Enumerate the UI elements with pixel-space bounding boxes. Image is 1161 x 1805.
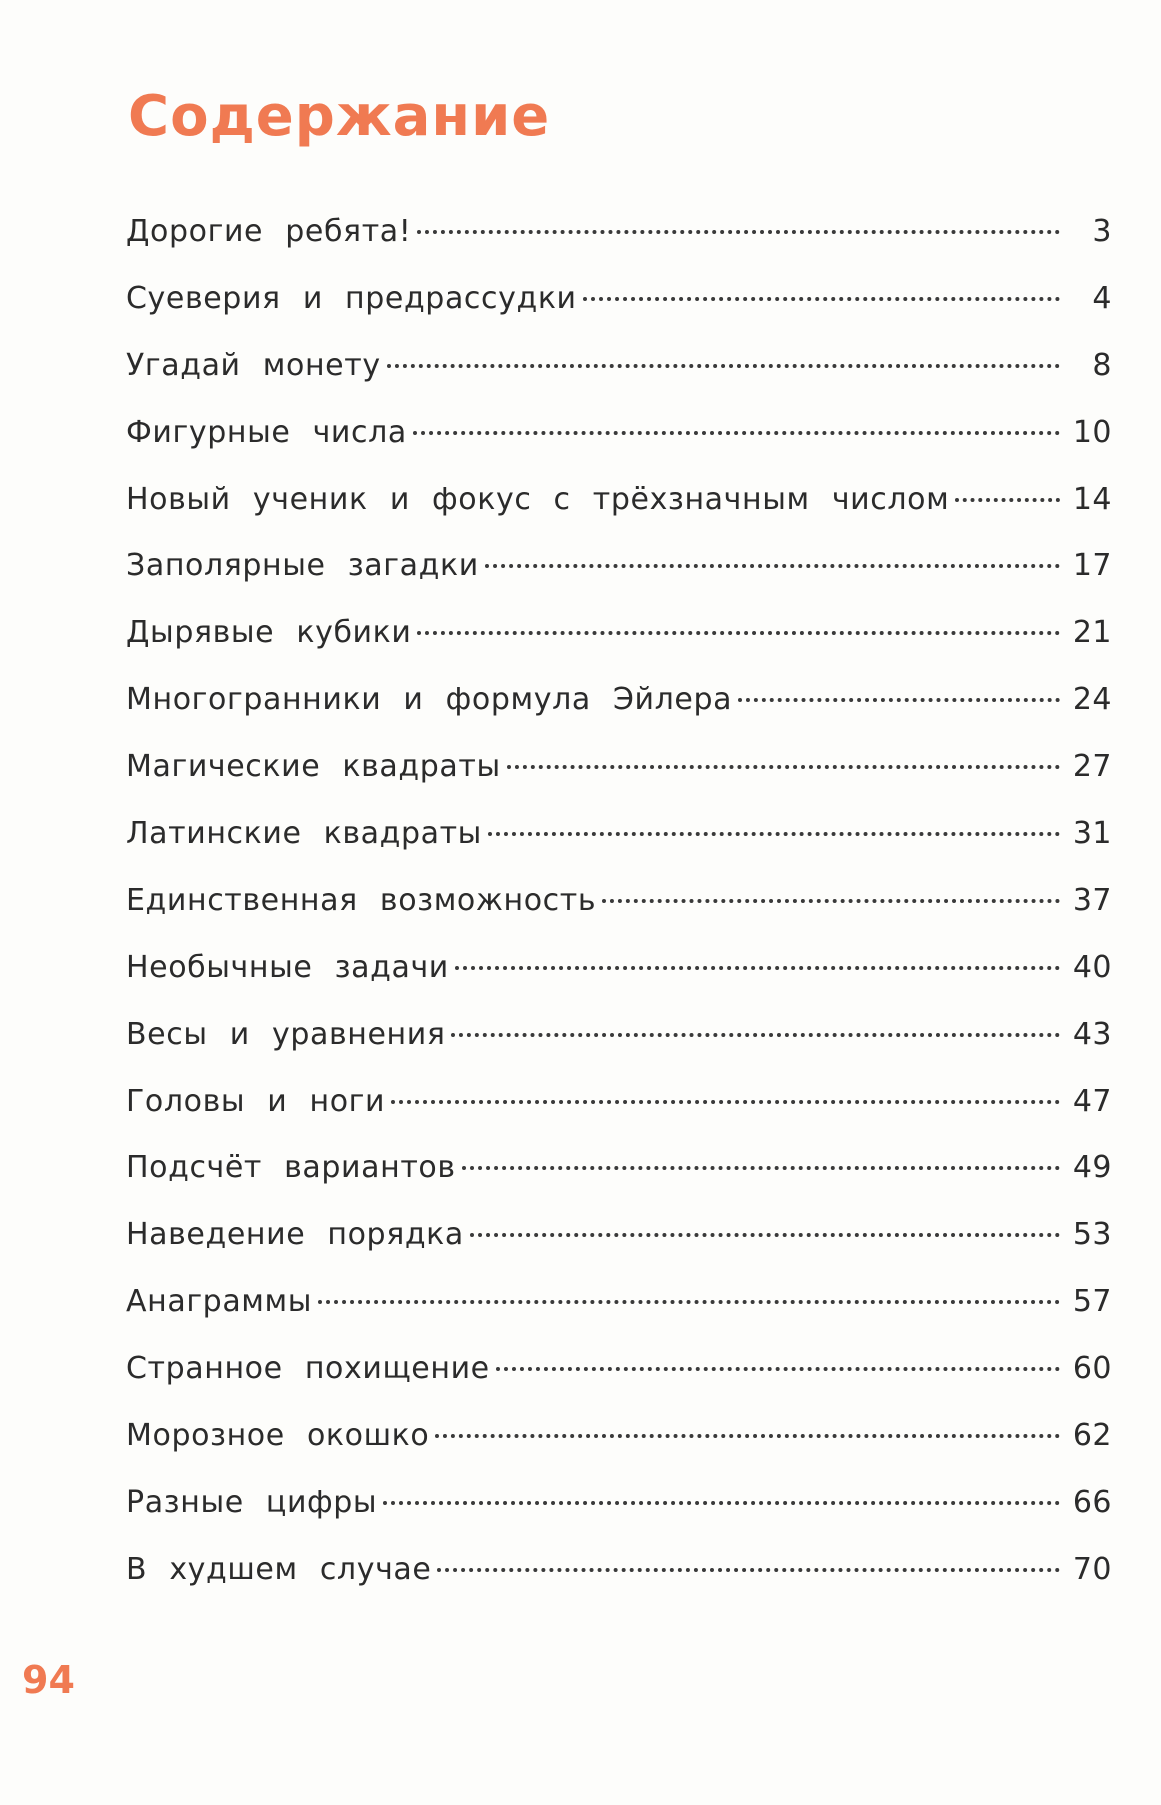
dot-leader bbox=[413, 431, 1060, 435]
toc-entry[interactable] bbox=[126, 1550, 1112, 1617]
toc-entry-title: Головы и ноги bbox=[126, 1083, 386, 1119]
toc-entry[interactable] bbox=[126, 881, 1112, 948]
dot-leader bbox=[417, 631, 1060, 635]
toc-entry[interactable] bbox=[126, 613, 1112, 680]
toc-entry[interactable] bbox=[126, 1282, 1112, 1349]
toc-entry-title: Дорогие ребята! bbox=[126, 214, 412, 249]
toc-entry[interactable] bbox=[126, 680, 1112, 747]
toc-entry[interactable] bbox=[126, 480, 1112, 547]
dot-leader bbox=[451, 1033, 1060, 1037]
toc-entry-page: 14 bbox=[1072, 481, 1112, 517]
dot-leader bbox=[455, 966, 1060, 970]
toc-entry-title: Необычные задачи bbox=[126, 949, 449, 985]
page-number: 94 bbox=[22, 1658, 75, 1702]
toc-entry-page: 43 bbox=[1072, 1016, 1112, 1052]
toc-entry[interactable] bbox=[126, 747, 1112, 814]
toc-entry-title: Новый ученик и фокус с трёхзначным числом bbox=[126, 481, 950, 517]
toc-entry-page: 70 bbox=[1072, 1551, 1112, 1587]
toc-entry-page: 27 bbox=[1072, 749, 1112, 785]
dot-leader bbox=[437, 1568, 1060, 1572]
toc-entry-page: 62 bbox=[1072, 1418, 1112, 1454]
toc-entry-page: 49 bbox=[1072, 1150, 1112, 1186]
page-title: Содержание bbox=[128, 84, 551, 149]
dot-leader bbox=[462, 1166, 1060, 1170]
toc-entry[interactable] bbox=[126, 1416, 1112, 1483]
toc-entry[interactable] bbox=[126, 948, 1112, 1015]
toc-entry-page: 57 bbox=[1072, 1284, 1112, 1320]
dot-leader bbox=[318, 1300, 1060, 1304]
toc-entry-title: Многогранники и формула Эйлера bbox=[126, 682, 733, 718]
dot-leader bbox=[602, 899, 1060, 903]
toc-entry[interactable] bbox=[126, 1349, 1112, 1416]
toc-entry-title: Весы и уравнения bbox=[126, 1016, 446, 1052]
dot-leader bbox=[485, 564, 1060, 568]
dot-leader bbox=[738, 698, 1060, 702]
dot-leader bbox=[383, 1501, 1060, 1505]
toc-entry-title: Единственная возможность bbox=[126, 882, 597, 918]
toc-entry-page: 8 bbox=[1092, 347, 1112, 383]
toc-entry[interactable] bbox=[126, 1082, 1112, 1149]
toc-entry[interactable] bbox=[126, 546, 1112, 613]
toc-entry[interactable] bbox=[126, 1148, 1112, 1215]
dot-leader bbox=[435, 1434, 1060, 1438]
toc-entry[interactable] bbox=[126, 413, 1112, 480]
dot-leader bbox=[496, 1367, 1060, 1371]
toc-entry-title: Суеверия и предрассудки bbox=[126, 280, 577, 316]
toc-entry[interactable] bbox=[126, 1215, 1112, 1282]
toc-entry-page: 24 bbox=[1072, 682, 1112, 718]
toc-entry-title: Разные цифры bbox=[126, 1484, 378, 1520]
toc-entry-title: Фигурные числа bbox=[126, 414, 407, 450]
toc-entry-title: Латинские квадраты bbox=[126, 816, 482, 852]
toc-entry-page: 66 bbox=[1072, 1484, 1112, 1520]
dot-leader bbox=[583, 297, 1060, 301]
toc-entry-title: Магические квадраты bbox=[126, 749, 501, 785]
toc-entry-page: 47 bbox=[1072, 1083, 1112, 1119]
dot-leader bbox=[507, 765, 1060, 769]
toc-entry-title: Наведение порядка bbox=[126, 1217, 464, 1253]
toc-entry-page: 53 bbox=[1072, 1217, 1112, 1253]
toc-entry[interactable] bbox=[126, 279, 1112, 346]
table-of-contents bbox=[126, 212, 1112, 1617]
toc-entry-title: Подсчёт вариантов bbox=[126, 1150, 456, 1186]
toc-entry-page: 10 bbox=[1072, 414, 1112, 450]
toc-entry-title: В худшем случае bbox=[126, 1551, 432, 1587]
toc-entry-title: Заполярные загадки bbox=[126, 548, 479, 584]
toc-entry-title: Странное похищение bbox=[126, 1351, 490, 1387]
dot-leader bbox=[470, 1233, 1060, 1237]
toc-entry[interactable] bbox=[126, 346, 1112, 413]
toc-entry-page: 21 bbox=[1072, 615, 1112, 651]
toc-entry-page: 40 bbox=[1072, 949, 1112, 985]
toc-entry-page: 31 bbox=[1072, 816, 1112, 852]
toc-entry-title: Анаграммы bbox=[126, 1284, 313, 1320]
toc-entry-page: 37 bbox=[1072, 882, 1112, 918]
toc-entry-title: Дырявые кубики bbox=[126, 615, 412, 651]
toc-entry-page: 60 bbox=[1072, 1351, 1112, 1387]
toc-entry[interactable] bbox=[126, 814, 1112, 881]
toc-entry-title: Угадай монету bbox=[126, 347, 381, 383]
toc-entry[interactable] bbox=[126, 1015, 1112, 1082]
toc-entry-page: 3 bbox=[1092, 214, 1112, 249]
toc-entry[interactable] bbox=[126, 212, 1112, 279]
toc-entry-page: 17 bbox=[1072, 548, 1112, 584]
dot-leader bbox=[955, 498, 1060, 502]
toc-entry[interactable] bbox=[126, 1483, 1112, 1550]
dot-leader bbox=[417, 230, 1060, 234]
toc-entry-page: 4 bbox=[1092, 280, 1112, 316]
dot-leader bbox=[488, 832, 1060, 836]
dot-leader bbox=[387, 364, 1060, 368]
dot-leader bbox=[391, 1100, 1060, 1104]
toc-entry-title: Морозное окошко bbox=[126, 1418, 430, 1454]
